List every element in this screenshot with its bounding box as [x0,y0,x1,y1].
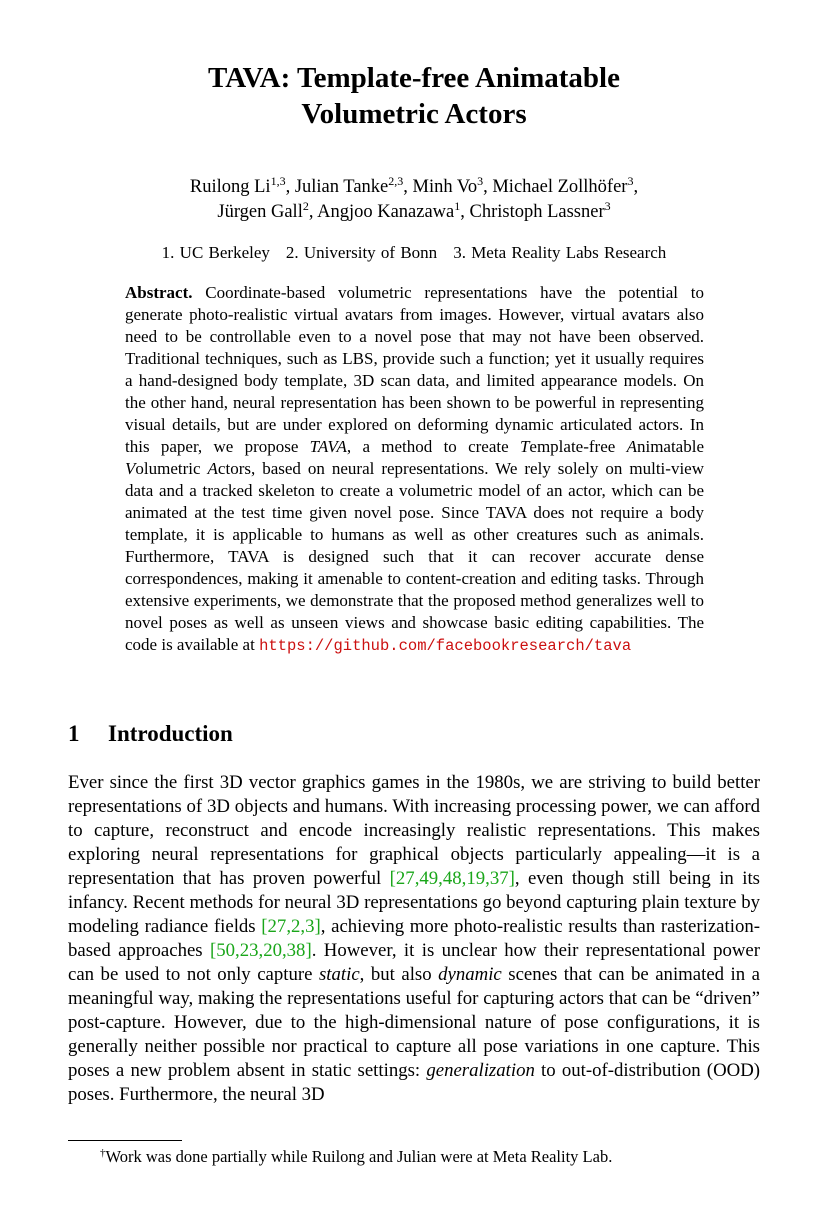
title-line-1: TAVA: Template-free Animatable [208,62,620,94]
author-affil-mark: 2,3 [388,174,404,188]
author-list [0,175,828,225]
body-emphasis: generalization [426,1060,535,1081]
abstract-text: Coordinate-based volumetric representations have the potential to generate photo-realistic virtual avatars from images. However, virtual avatars also need to be controllable even to a novel pose that may not have been observed. Traditional techniques, such as LBS, provide such a function; yet it usually requires a hand-designed body template, 3D scan data, and limited appearance models. On the other hand, neural representation has been shown to be powerful in representing visual details, but are under explored on deforming dynamic articulated actors. In this paper, we propose [125,283,704,456]
section-heading [68,719,233,749]
author-name: Angjoo Kanazawa [317,202,455,222]
author-name: Michael Zollhöfer [492,177,628,197]
footnote-mark: † [100,1147,106,1159]
author-affil-mark: 3 [477,174,484,188]
author-name: Julian Tanke [294,177,389,197]
abstract-emphasis: T [519,437,530,456]
author-separator: , [483,177,493,197]
author-line-1 [0,175,828,200]
body-emphasis: dynamic [438,964,502,985]
introduction-paragraph [68,771,760,1107]
author-affil-mark: 1,3 [270,174,286,188]
paper-title [0,60,828,132]
abstract-text: nimatable [636,437,704,456]
citation-link[interactable]: [27,49,48,19,37] [389,868,515,889]
author-separator: , [633,177,639,197]
author-separator: , [460,202,470,222]
abstract-emphasis: A [626,437,637,456]
section-number: 1 [68,721,80,746]
affiliation-item: 2. University of Bonn [285,243,438,262]
author-name: Minh Vo [412,177,478,197]
author-separator: , [403,177,413,197]
footnote [100,1146,612,1168]
body-text-run: , but also [359,964,439,985]
author-affil-mark: 2 [302,199,309,213]
author-line-2 [0,200,828,225]
section-title: Introduction [108,721,233,746]
body-text-run: scenes that can be animated in a meaningful way, making the representations useful for capturing actors that can be “driven” post-capture. However, due to the high-dimensional nature of pose configurations, it is generally neither possible nor practical to capture all pose variations in one capture. This poses a new problem absent in static settings: [68,964,760,1081]
citation-link[interactable]: [27,2,3] [261,916,321,937]
abstract [125,282,704,657]
footnote-text: Work was done partially while Ruilong and Julian were at Meta Reality Lab. [105,1147,613,1166]
abstract-label: Abstract. [125,283,193,302]
author-name: Christoph Lassner [469,202,605,222]
author-affil-mark: 1 [454,199,461,213]
body-emphasis: static [318,964,360,985]
author-affil-mark: 3 [604,199,611,213]
affiliations [0,242,828,264]
abstract-text: ctors, based on neural representations. We rely solely on multi-view data and a tracked skeleton to create a volumetric model of an actor, which can be animated at the test time given novel pose. Since TAVA does not require a body template, it is applicable to humans as well as other creatures such as animals. Furthermore, TAVA is designed such that it can recover accurate dense correspondences, making it amenable to content-creation and editing tasks. Through extensive experiments, we demonstrate that the proposed method generalizes well to novel poses as well as unseen views and showcase basic editing capabilities. The code is available at [125,459,704,654]
body-text-run: to out-of-distribution (OOD) poses. Furthermore, the neural 3D [68,1060,761,1105]
affiliation-item: 3. Meta Reality Labs Research [453,243,667,262]
abstract-text: , a method to create [346,437,520,456]
author-name: Jürgen Gall [217,202,303,222]
body-text-run: Ever since the first 3D vector graphics games in the 1980s, we are striving to build better representations of 3D objects and humans. With increasing processing power, we can afford to capture, reconstruct and encode increasingly realistic representations. This makes exploring neural representations for graphical objects particularly appealing—it is a representation that has proven powerful [68,772,760,889]
abstract-emphasis: A [207,459,218,478]
affiliation-item: 1. UC Berkeley [161,243,270,262]
abstract-text: emplate-free [529,437,627,456]
body-text-run: . However, it is unclear how their representational power can be used to not only capture [68,940,761,985]
abstract-emphasis: V [125,459,136,478]
citation-link[interactable]: [50,23,20,38] [209,940,312,961]
body-text-run: , even though still being in its infancy. Recent methods for neural 3D representations go beyond capturing plain texture by modeling radiance fields [68,868,760,937]
abstract-emphasis: TAVA [309,437,347,456]
author-affil-mark: 3 [627,174,634,188]
author-separator: , [308,202,318,222]
abstract-text: olumetric [135,459,208,478]
body-text-run: , achieving more photo-realistic results than rasterization-based approaches [68,916,760,961]
footnote-divider [68,1140,182,1141]
author-name: Ruilong Li [189,177,271,197]
title-line-2: Volumetric Actors [301,98,527,130]
code-repository-link[interactable]: https://github.com/facebookresearch/tava [259,637,632,655]
author-separator: , [285,177,295,197]
